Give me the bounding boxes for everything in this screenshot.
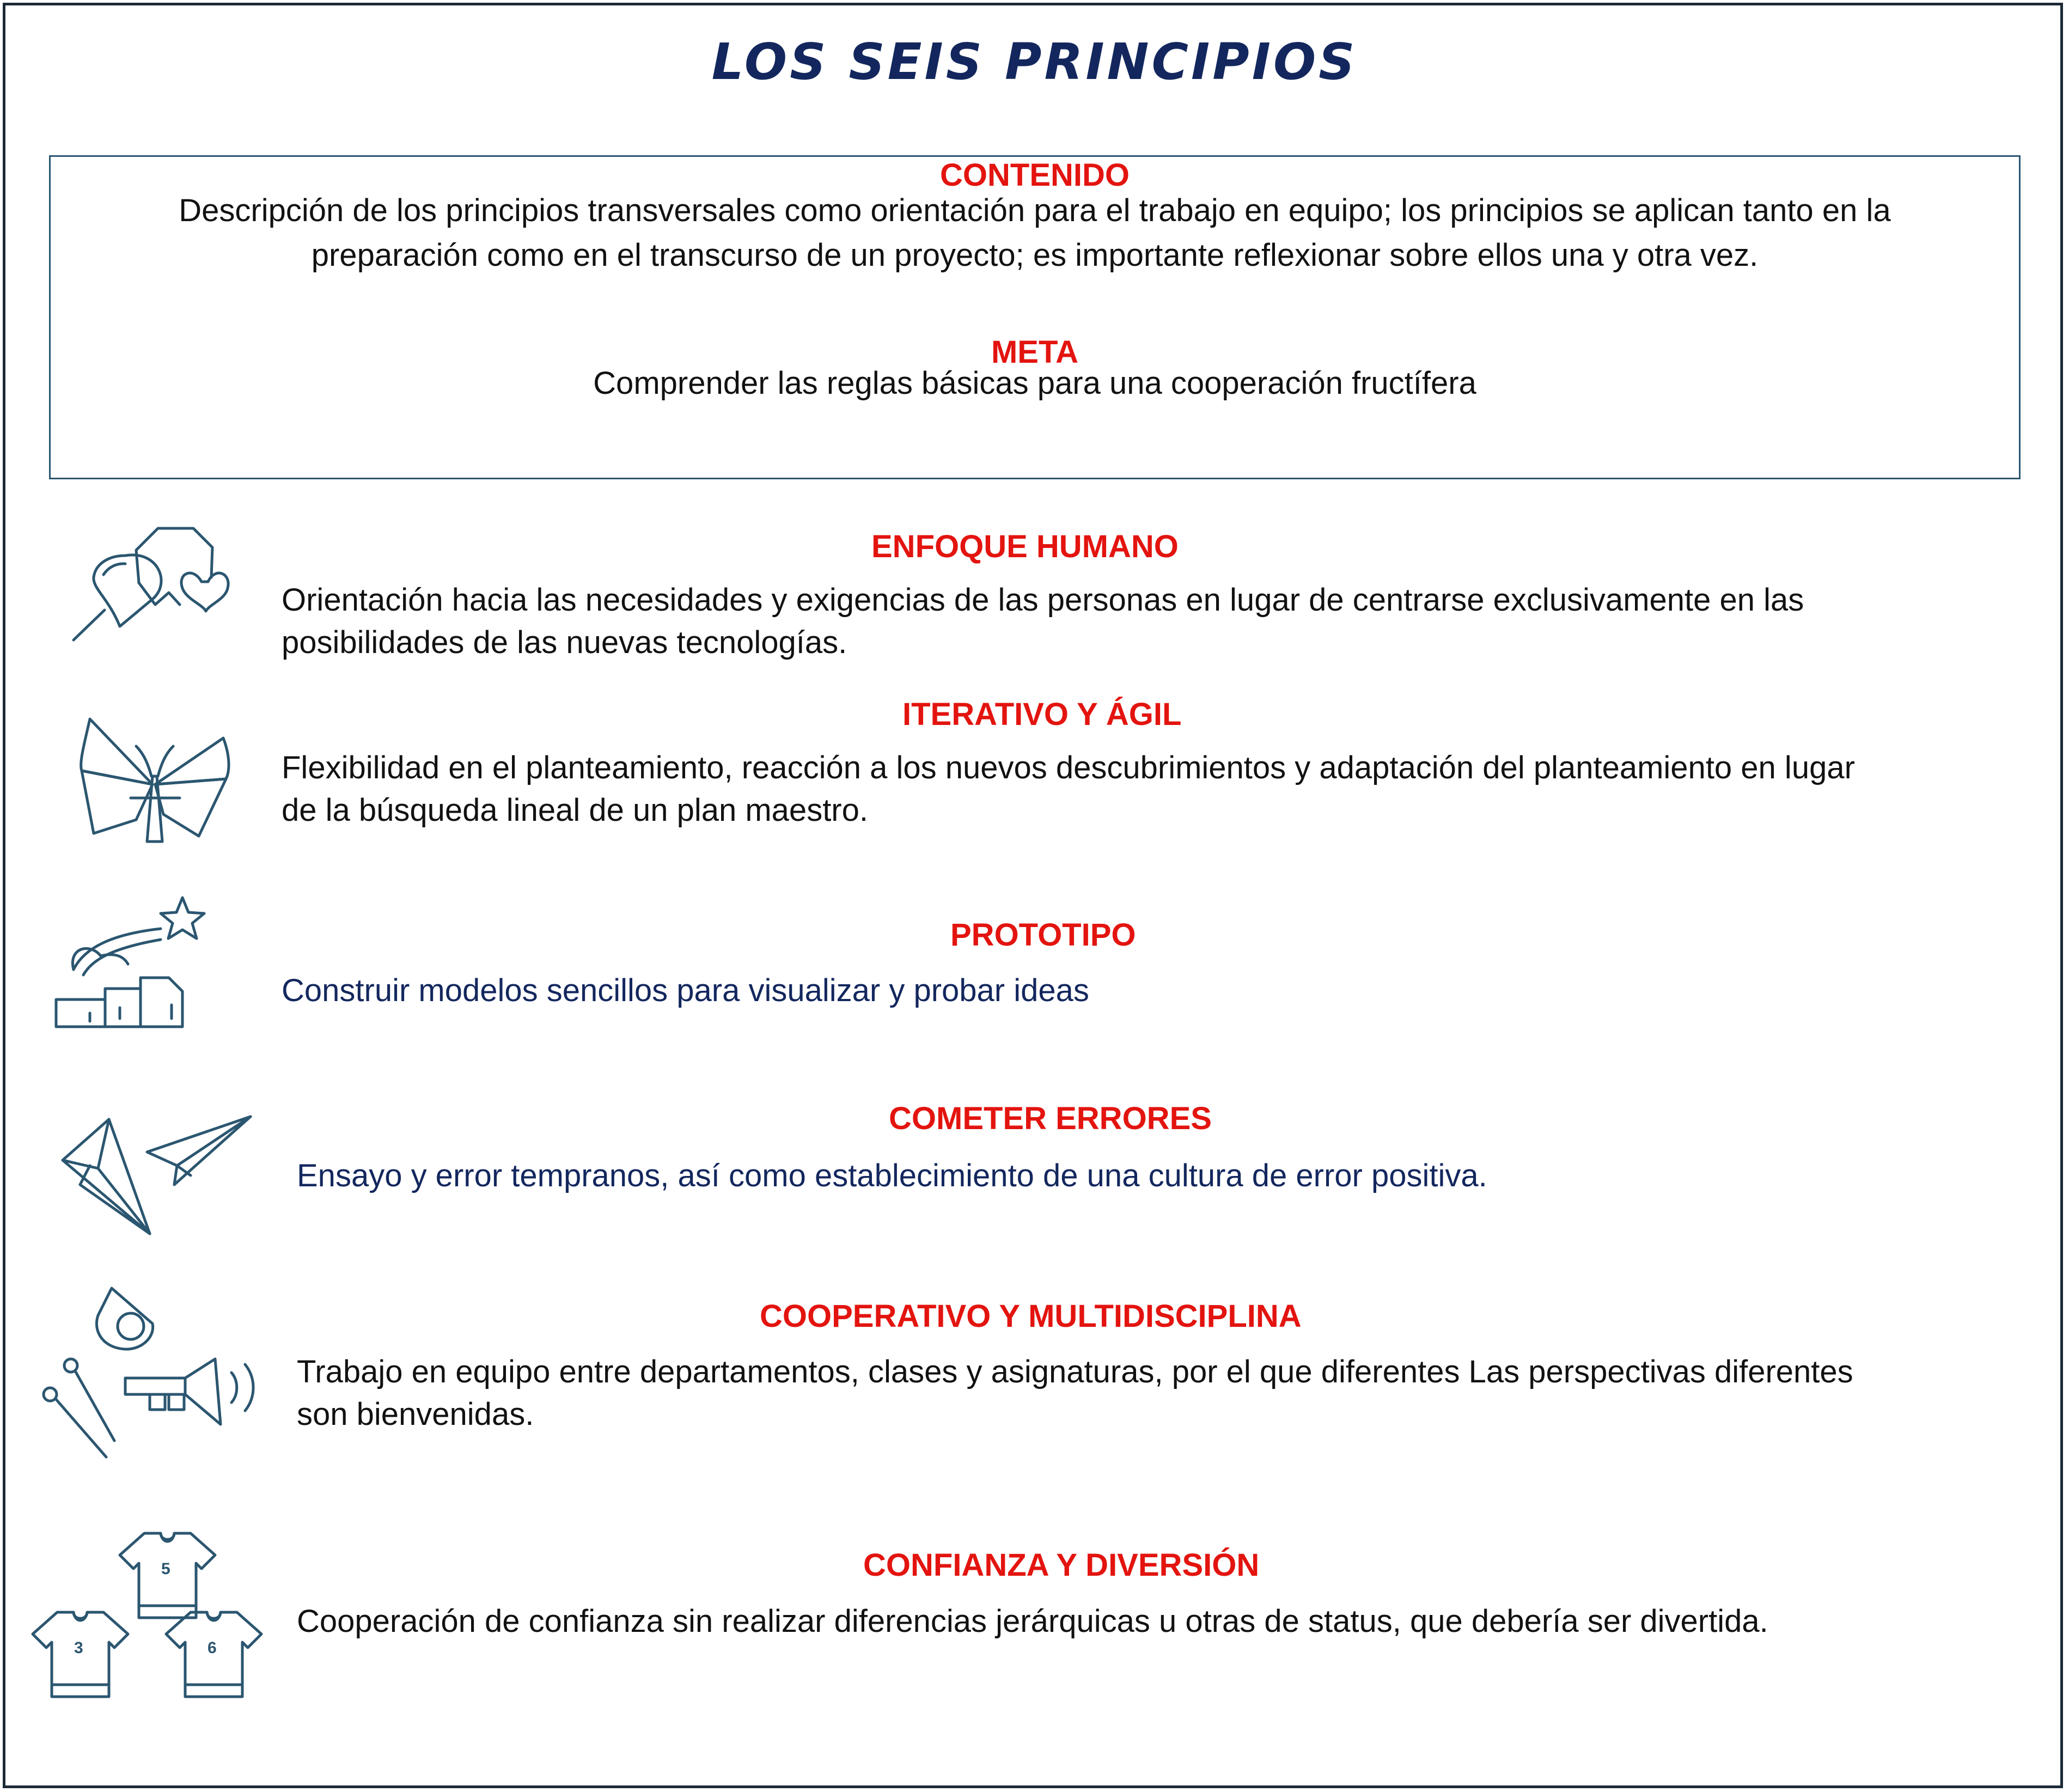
content-heading: CONTENIDO <box>940 157 1130 193</box>
principle-text-cooperativo-line-2: son bienvenidas. <box>297 1397 534 1432</box>
goal-heading: META <box>991 334 1078 370</box>
blocks-star-icon <box>52 893 210 1029</box>
shirt-number-6: 6 <box>207 1639 217 1657</box>
shirt-number-3: 3 <box>74 1639 83 1657</box>
principle-text-enfoque-humano-line-2: posibilidades de las nuevas tecnologías. <box>282 625 847 660</box>
summary-box <box>49 155 2021 479</box>
principle-heading-cooperativo-y-multidisciplina: COOPERATIVO Y MULTIDISCIPLINA <box>760 1299 1302 1334</box>
magnifier-heart-icon <box>65 523 234 648</box>
principle-text-cometer-errores-line-1: Ensayo y error tempranos, así como establecimiento de una cultura de error positiva. <box>297 1158 1487 1193</box>
principle-heading-prototipo: PROTOTIPO <box>950 917 1136 953</box>
team-shirts-icon <box>27 1528 267 1705</box>
principle-heading-iterativo-y-agil: ITERATIVO Y ÁGIL <box>902 697 1182 732</box>
goal-text: Comprender las reglas básicas para una cooperación fructífera <box>593 365 1476 401</box>
principle-text-iterativo-y-agil-line-1: Flexibilidad en el planteamiento, reacción a los nuevos descubrimientos y adaptación del planteamiento en lugar <box>282 750 1855 785</box>
principle-text-cooperativo-line-1: Trabajo en equipo entre departamentos, clases y asignaturas, por el que diferentes Las perspectivas diferentes <box>297 1354 1853 1389</box>
content-text-line-2: preparación como en el transcurso de un proyecto; es importante reflexionar sobre ellos una y otra vez. <box>311 237 1759 273</box>
principle-heading-confianza-y-diversion: CONFIANZA Y DIVERSIÓN <box>863 1547 1260 1583</box>
page-title: LOS SEIS PRINCIPIOS <box>711 33 1358 91</box>
principle-text-confianza-line-1: Cooperación de confianza sin realizar diferencias jerárquicas u otras de status, que debería ser divertida. <box>297 1604 1768 1639</box>
principle-heading-cometer-errores: COMETER ERRORES <box>889 1101 1212 1136</box>
paper-planes-icon <box>57 1111 253 1236</box>
principle-text-prototipo-line-1: Construir modelos sencillos para visualizar y probar ideas <box>282 973 1089 1008</box>
butterfly-icon <box>76 716 234 847</box>
principle-text-enfoque-humano-line-1: Orientación hacia las necesidades y exigencias de las personas en lugar de centrarse exclusivamente en las <box>282 582 1804 618</box>
instruments-icon <box>38 1283 267 1462</box>
principle-heading-enfoque-humano: ENFOQUE HUMANO <box>871 529 1179 564</box>
content-text-line-1: Descripción de los principios transversales como orientación para el trabajo en equipo; los principios se aplican tanto en la <box>179 193 1891 228</box>
shirt-number-5: 5 <box>161 1560 170 1578</box>
principle-text-iterativo-y-agil-line-2: de la búsqueda lineal de un plan maestro. <box>282 793 868 828</box>
